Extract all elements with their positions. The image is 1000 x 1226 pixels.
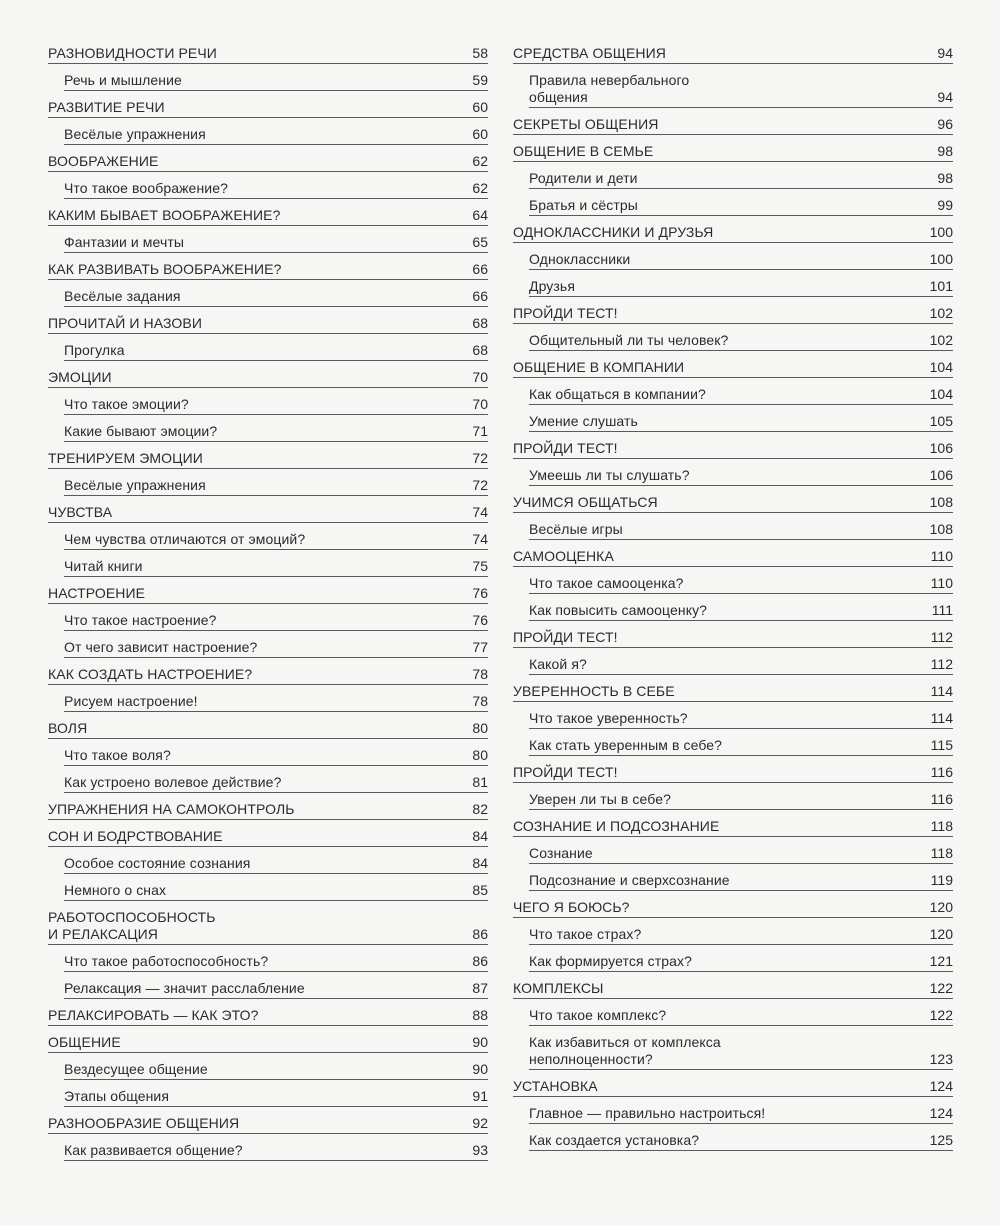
toc-entry-title: ОБЩЕНИЕ	[48, 1034, 121, 1050]
toc-section-entry[interactable]	[48, 147, 488, 172]
toc-entry-page-number: 72	[472, 450, 488, 466]
toc-entry-title: Что такое уверенность?	[529, 710, 688, 726]
toc-entry-page-number: 78	[472, 666, 488, 682]
toc-entry-page-number: 87	[472, 980, 488, 996]
toc-subsection-entry[interactable]	[64, 336, 488, 361]
toc-entry-title: Весёлые упражнения	[64, 477, 206, 493]
toc-entry-page-number: 78	[472, 693, 488, 709]
toc-subsection-entry[interactable]	[64, 849, 488, 874]
toc-entry-page-number: 106	[929, 440, 953, 456]
toc-subsection-entry[interactable]	[529, 66, 953, 108]
toc-entry-page-number: 90	[472, 1034, 488, 1050]
toc-entry-title: УСТАНОВКА	[513, 1078, 598, 1094]
toc-subsection-entry[interactable]	[64, 876, 488, 901]
toc-subsection-entry[interactable]	[529, 380, 953, 405]
toc-entry-title: Как устроено волевое действие?	[64, 774, 282, 790]
toc-entry-title: Какой я?	[529, 656, 587, 672]
toc-entry-page-number: 82	[472, 801, 488, 817]
toc-entry-title: Главное — правильно настроиться!	[529, 1105, 766, 1121]
toc-subsection-entry[interactable]	[64, 1055, 488, 1080]
toc-subsection-entry[interactable]	[64, 525, 488, 550]
toc-section-entry[interactable]	[48, 1109, 488, 1134]
toc-entry-title: РАЗВИТИЕ РЕЧИ	[48, 99, 165, 115]
toc-section-entry[interactable]	[513, 542, 953, 567]
toc-column-left	[48, 39, 488, 1163]
toc-entry-page-number: 106	[929, 467, 953, 483]
toc-entry-title: Как развивается общение?	[64, 1142, 243, 1158]
toc-subsection-entry[interactable]	[64, 174, 488, 199]
toc-section-entry[interactable]	[513, 434, 953, 459]
toc-entry-title: ПРОЙДИ ТЕСТ!	[513, 764, 618, 780]
toc-entry-page-number: 120	[929, 926, 953, 942]
toc-entry-title: РАЗНОВИДНОСТИ РЕЧИ	[48, 45, 217, 61]
toc-section-entry[interactable]	[48, 39, 488, 64]
toc-subsection-entry[interactable]	[64, 417, 488, 442]
toc-entry-title: Что такое настроение?	[64, 612, 217, 628]
toc-entry-title: КАК РАЗВИВАТЬ ВООБРАЖЕНИЕ?	[48, 261, 282, 277]
toc-entry-title: СЕКРЕТЫ ОБЩЕНИЯ	[513, 116, 659, 132]
toc-section-entry[interactable]	[48, 363, 488, 388]
toc-entry-title: ПРОЙДИ ТЕСТ!	[513, 305, 618, 321]
toc-entry-title: Что такое комплекс?	[529, 1007, 667, 1023]
toc-subsection-entry[interactable]	[529, 164, 953, 189]
toc-section-entry[interactable]	[513, 110, 953, 135]
toc-entry-title: КАКИМ БЫВАЕТ ВООБРАЖЕНИЕ?	[48, 207, 281, 223]
toc-entry-page-number: 70	[472, 369, 488, 385]
toc-section-entry[interactable]	[48, 822, 488, 847]
toc-entry-page-number: 93	[472, 1142, 488, 1158]
toc-entry-page-number: 102	[929, 332, 953, 348]
toc-entry-title: Релаксация — значит расслабление	[64, 980, 305, 996]
toc-entry-page-number: 86	[472, 926, 488, 942]
toc-entry-page-number: 64	[472, 207, 488, 223]
toc-entry-page-number: 96	[937, 116, 953, 132]
toc-entry-page-number: 100	[929, 224, 953, 240]
toc-entry-title: ТРЕНИРУЕМ ЭМОЦИИ	[48, 450, 203, 466]
toc-entry-title: ЧУВСТВА	[48, 504, 113, 520]
toc-entry-page-number: 98	[937, 143, 953, 159]
toc-entry-page-number: 75	[472, 558, 488, 574]
toc-entry-title: Подсознание и сверхсознание	[529, 872, 730, 888]
toc-subsection-entry[interactable]	[529, 1028, 953, 1070]
toc-entry-title: Прогулка	[64, 342, 125, 358]
toc-subsection-entry[interactable]	[529, 1126, 953, 1151]
toc-entry-title: УВЕРЕННОСТЬ В СЕБЕ	[513, 683, 675, 699]
toc-entry-title: РАБОТОСПОСОБНОСТЬ И РЕЛАКСАЦИЯ	[48, 909, 216, 942]
toc-entry-page-number: 88	[472, 1007, 488, 1023]
toc-section-entry[interactable]	[48, 93, 488, 118]
toc-section-entry[interactable]	[513, 623, 953, 648]
toc-entry-title: СОЗНАНИЕ И ПОДСОЗНАНИЕ	[513, 818, 720, 834]
toc-entry-page-number: 66	[472, 288, 488, 304]
toc-section-entry[interactable]	[513, 488, 953, 513]
toc-entry-page-number: 119	[930, 872, 953, 888]
toc-subsection-entry[interactable]	[64, 974, 488, 999]
toc-entry-page-number: 98	[937, 170, 953, 186]
toc-entry-title: Как общаться в компании?	[529, 386, 706, 402]
toc-subsection-entry[interactable]	[64, 1136, 488, 1161]
toc-subsection-entry[interactable]	[64, 390, 488, 415]
toc-entry-page-number: 100	[929, 251, 953, 267]
toc-entry-title: РАЗНООБРАЗИЕ ОБЩЕНИЯ	[48, 1115, 240, 1131]
toc-entry-title: Что такое эмоции?	[64, 396, 189, 412]
toc-entry-title: Родители и дети	[529, 170, 638, 186]
toc-subsection-entry[interactable]	[529, 839, 953, 864]
toc-entry-title: КАК СОЗДАТЬ НАСТРОЕНИЕ?	[48, 666, 253, 682]
toc-subsection-entry[interactable]	[64, 471, 488, 496]
toc-entry-page-number: 112	[930, 656, 953, 672]
toc-entry-title: Речь и мышление	[64, 72, 182, 88]
toc-subsection-entry[interactable]	[529, 569, 953, 594]
toc-subsection-entry[interactable]	[529, 1099, 953, 1124]
toc-entry-page-number: 66	[472, 261, 488, 277]
toc-entry-page-number: 68	[472, 342, 488, 358]
toc-entry-page-number: 104	[929, 359, 953, 375]
toc-entry-page-number: 122	[929, 1007, 953, 1023]
toc-entry-page-number: 58	[472, 45, 488, 61]
toc-entry-title: ВООБРАЖЕНИЕ	[48, 153, 159, 169]
toc-subsection-entry[interactable]	[529, 596, 953, 621]
toc-entry-title: Весёлые упражнения	[64, 126, 206, 142]
toc-subsection-entry[interactable]	[64, 66, 488, 91]
toc-entry-title: Что такое воображение?	[64, 180, 228, 196]
toc-subsection-entry[interactable]	[529, 326, 953, 351]
toc-entry-title: Правила невербального общения	[529, 72, 690, 105]
toc-subsection-entry[interactable]	[529, 731, 953, 756]
toc-entry-title: Умеешь ли ты слушать?	[529, 467, 690, 483]
toc-entry-title: ОБЩЕНИЕ В СЕМЬЕ	[513, 143, 654, 159]
toc-entry-title: Что такое работоспособность?	[64, 953, 269, 969]
toc-entry-page-number: 99	[937, 197, 953, 213]
toc-section-entry[interactable]	[48, 444, 488, 469]
toc-section-entry[interactable]	[48, 1001, 488, 1026]
toc-section-entry[interactable]	[48, 1028, 488, 1053]
toc-entry-page-number: 124	[929, 1078, 953, 1094]
toc-subsection-entry[interactable]	[64, 741, 488, 766]
toc-entry-page-number: 72	[472, 477, 488, 493]
toc-subsection-entry[interactable]	[64, 633, 488, 658]
toc-entry-page-number: 124	[929, 1105, 953, 1121]
toc-entry-page-number: 62	[472, 153, 488, 169]
toc-entry-page-number: 74	[472, 504, 488, 520]
toc-entry-title: Весёлые игры	[529, 521, 623, 537]
toc-subsection-entry[interactable]	[529, 272, 953, 297]
toc-entry-page-number: 80	[472, 747, 488, 763]
toc-entry-title: СРЕДСТВА ОБЩЕНИЯ	[513, 45, 666, 61]
toc-entry-page-number: 91	[472, 1088, 488, 1104]
toc-entry-title: Весёлые задания	[64, 288, 181, 304]
toc-entry-page-number: 104	[929, 386, 953, 402]
toc-entry-title: Чем чувства отличаются от эмоций?	[64, 531, 306, 547]
toc-entry-title: ПРОЙДИ ТЕСТ!	[513, 440, 618, 456]
toc-entry-title: Общительный ли ты человек?	[529, 332, 729, 348]
toc-section-entry[interactable]	[48, 903, 488, 945]
toc-entry-page-number: 120	[929, 899, 953, 915]
toc-subsection-entry[interactable]	[64, 947, 488, 972]
toc-entry-title: Как создается установка?	[529, 1132, 700, 1148]
toc-entry-page-number: 118	[930, 818, 953, 834]
toc-entry-title: Что такое воля?	[64, 747, 171, 763]
toc-subsection-entry[interactable]	[529, 407, 953, 432]
toc-subsection-entry[interactable]	[64, 1082, 488, 1107]
toc-entry-page-number: 84	[472, 855, 488, 871]
toc-section-entry[interactable]	[513, 758, 953, 783]
toc-entry-page-number: 118	[930, 845, 953, 861]
toc-subsection-entry[interactable]	[64, 606, 488, 631]
toc-entry-page-number: 80	[472, 720, 488, 736]
toc-entry-page-number: 92	[472, 1115, 488, 1131]
toc-section-entry[interactable]	[513, 137, 953, 162]
toc-entry-title: Что такое страх?	[529, 926, 642, 942]
toc-entry-page-number: 74	[472, 531, 488, 547]
toc-subsection-entry[interactable]	[529, 1001, 953, 1026]
toc-entry-page-number: 60	[472, 126, 488, 142]
toc-entry-title: Читай книги	[64, 558, 143, 574]
toc-entry-page-number: 110	[930, 575, 953, 591]
toc-entry-page-number: 59	[472, 72, 488, 88]
toc-entry-title: Умение слушать	[529, 413, 638, 429]
toc-section-entry[interactable]	[513, 1072, 953, 1097]
toc-entry-page-number: 123	[929, 1051, 953, 1067]
toc-entry-title: Друзья	[529, 278, 576, 294]
toc-section-entry[interactable]	[513, 39, 953, 64]
toc-entry-page-number: 115	[930, 737, 953, 753]
toc-entry-page-number: 77	[472, 639, 488, 655]
toc-entry-page-number: 94	[937, 45, 953, 61]
toc-entry-title: Уверен ли ты в себе?	[529, 791, 671, 807]
toc-entry-title: СОН И БОДРСТВОВАНИЕ	[48, 828, 223, 844]
toc-entry-title: САМООЦЕНКА	[513, 548, 614, 564]
toc-subsection-entry[interactable]	[529, 650, 953, 675]
toc-subsection-entry[interactable]	[529, 245, 953, 270]
toc-entry-title: Фантазии и мечты	[64, 234, 185, 250]
toc-subsection-entry[interactable]	[529, 920, 953, 945]
toc-entry-page-number: 116	[930, 764, 953, 780]
toc-section-entry[interactable]	[48, 201, 488, 226]
toc-section-entry[interactable]	[513, 812, 953, 837]
toc-entry-title: РЕЛАКСИРОВАТЬ — КАК ЭТО?	[48, 1007, 259, 1023]
toc-entry-page-number: 90	[472, 1061, 488, 1077]
toc-entry-page-number: 71	[472, 423, 488, 439]
toc-section-entry[interactable]	[513, 299, 953, 324]
toc-entry-title: Какие бывают эмоции?	[64, 423, 218, 439]
toc-entry-title: КОМПЛЕКСЫ	[513, 980, 604, 996]
toc-entry-page-number: 86	[472, 953, 488, 969]
toc-section-entry[interactable]	[513, 353, 953, 378]
toc-entry-page-number: 116	[930, 791, 953, 807]
toc-entry-page-number: 76	[472, 585, 488, 601]
toc-section-entry[interactable]	[48, 309, 488, 334]
toc-entry-title: УЧИМСЯ ОБЩАТЬСЯ	[513, 494, 658, 510]
toc-entry-title: Как стать уверенным в себе?	[529, 737, 723, 753]
toc-entry-page-number: 108	[929, 521, 953, 537]
toc-entry-page-number: 68	[472, 315, 488, 331]
toc-entry-page-number: 108	[929, 494, 953, 510]
toc-entry-title: ОДНОКЛАССНИКИ И ДРУЗЬЯ	[513, 224, 714, 240]
toc-entry-title: Сознание	[529, 845, 593, 861]
toc-section-entry[interactable]	[48, 714, 488, 739]
toc-entry-page-number: 65	[472, 234, 488, 250]
toc-entry-page-number: 81	[472, 774, 488, 790]
toc-entry-page-number: 102	[929, 305, 953, 321]
toc-section-entry[interactable]	[513, 677, 953, 702]
toc-section-entry[interactable]	[48, 579, 488, 604]
toc-entry-title: ЧЕГО Я БОЮСЬ?	[513, 899, 630, 915]
toc-entry-page-number: 114	[930, 683, 953, 699]
toc-subsection-entry[interactable]	[529, 461, 953, 486]
toc-entry-title: ПРОЙДИ ТЕСТ!	[513, 629, 618, 645]
toc-entry-page-number: 101	[929, 278, 953, 294]
toc-entry-title: НАСТРОЕНИЕ	[48, 585, 146, 601]
toc-section-entry[interactable]	[48, 660, 488, 685]
toc-entry-title: Особое состояние сознания	[64, 855, 251, 871]
toc-subsection-entry[interactable]	[64, 228, 488, 253]
toc-entry-page-number: 70	[472, 396, 488, 412]
toc-column-right	[513, 39, 953, 1153]
toc-section-entry[interactable]	[48, 498, 488, 523]
toc-entry-title: ОБЩЕНИЕ В КОМПАНИИ	[513, 359, 685, 375]
toc-section-entry[interactable]	[48, 795, 488, 820]
toc-entry-page-number: 125	[929, 1132, 953, 1148]
toc-section-entry[interactable]	[513, 893, 953, 918]
toc-entry-page-number: 62	[472, 180, 488, 196]
toc-entry-page-number: 114	[930, 710, 953, 726]
toc-entry-page-number: 121	[929, 953, 953, 969]
toc-entry-page-number: 112	[930, 629, 953, 645]
toc-entry-title: УПРАЖНЕНИЯ НА САМОКОНТРОЛЬ	[48, 801, 295, 817]
toc-entry-title: Как повысить самооценку?	[529, 602, 708, 618]
toc-entry-title: Немного о снах	[64, 882, 167, 898]
toc-entry-title: От чего зависит настроение?	[64, 639, 258, 655]
toc-subsection-entry[interactable]	[529, 785, 953, 810]
toc-subsection-entry[interactable]	[529, 515, 953, 540]
toc-entry-page-number: 76	[472, 612, 488, 628]
toc-entry-page-number: 60	[472, 99, 488, 115]
toc-entry-title: ЭМОЦИИ	[48, 369, 112, 385]
toc-entry-title: Что такое самооценка?	[529, 575, 684, 591]
toc-entry-title: Одноклассники	[529, 251, 631, 267]
toc-subsection-entry[interactable]	[64, 120, 488, 145]
toc-section-entry[interactable]	[48, 255, 488, 280]
toc-subsection-entry[interactable]	[64, 552, 488, 577]
toc-entry-title: Как формируется страх?	[529, 953, 692, 969]
toc-entry-page-number: 110	[930, 548, 953, 564]
toc-entry-title: Этапы общения	[64, 1088, 170, 1104]
toc-subsection-entry[interactable]	[64, 282, 488, 307]
toc-entry-page-number: 122	[929, 980, 953, 996]
toc-entry-page-number: 94	[937, 89, 953, 105]
toc-entry-page-number: 84	[472, 828, 488, 844]
toc-entry-title: Братья и сёстры	[529, 197, 638, 213]
toc-subsection-entry[interactable]	[64, 768, 488, 793]
toc-entry-page-number: 105	[929, 413, 953, 429]
toc-subsection-entry[interactable]	[529, 191, 953, 216]
toc-subsection-entry[interactable]	[529, 704, 953, 729]
toc-entry-title: Как избавиться от комплекса неполноценности?	[529, 1034, 721, 1067]
toc-entry-title: Рисуем настроение!	[64, 693, 198, 709]
toc-entry-page-number: 111	[931, 602, 953, 618]
toc-subsection-entry[interactable]	[529, 866, 953, 891]
toc-entry-title: ВОЛЯ	[48, 720, 88, 736]
toc-section-entry[interactable]	[513, 974, 953, 999]
toc-subsection-entry[interactable]	[529, 947, 953, 972]
toc-entry-title: ПРОЧИТАЙ И НАЗОВИ	[48, 315, 202, 331]
toc-section-entry[interactable]	[513, 218, 953, 243]
toc-subsection-entry[interactable]	[64, 687, 488, 712]
toc-entry-title: Вездесущее общение	[64, 1061, 208, 1077]
toc-entry-page-number: 85	[472, 882, 488, 898]
